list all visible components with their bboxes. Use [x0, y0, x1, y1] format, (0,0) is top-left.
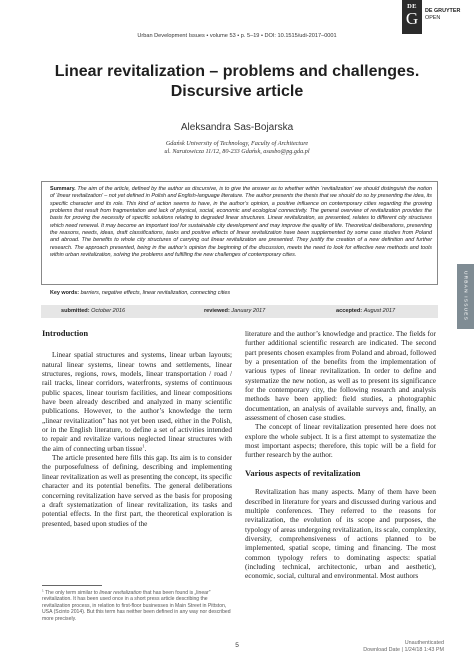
publisher-sub: OPEN [425, 14, 441, 21]
abstract-label: Summary. [50, 186, 76, 192]
accepted-value: August 2017 [363, 308, 396, 314]
article-title [0, 62, 474, 102]
footnote-ref: 1 [142, 443, 145, 449]
intro-p1-end: . [144, 443, 147, 453]
publisher-logo [402, 0, 422, 34]
journal-info: Urban Development Issues • volume 53 • p. 5–19 • DOI: 10.1515/udi-2017–0001 [137, 33, 337, 39]
abstract-text: The aim of the article, defined by the author as discursive, is to give the answer as to whether within ‘revitalization’ we should distinguish the notion of ‘linear revitalization’ – not yet defined in Polish and English-language literature. The author presents the thesis that we should do so by presenting the idea, its specific character and its role. This kind of action seems to have, in the author’s opinion, a positive influence on contemporary cities regarding the growing problems that result from fragmentation and lack of physical, social, economic and ecological connectivity. The general overview of revitalization provides the basis for proving the necessity of specific solutions relating to degraded linear structures. Linear revitalization, as presented, relates to different city structures which need renewal. It may become an important tool for sustainable city development and may improve the quality of life. Theoretical deliberations, presenting the reasons, needs, ideas, draft classifications, tasks and positive effects of linear revitalization have been supplemented by some case studies from Poland and abroad. The benefits to whole city structures of carrying out linear revitalization are presented. They justify the creation of a new definition and further research. The approach presented, being in the author’s opinion the beginning of the discussion, meets the need to look for effective new methods and tools within urban revitalization, solving the problems and fulfilling the new challenges of contemporary cities. [50, 186, 433, 259]
introduction-heading: Introduction [42, 328, 89, 338]
abstract [50, 186, 432, 259]
author-name: Aleksandra Sas-Bojarska [180, 122, 294, 133]
col2-paragraph-2: The concept of linear revitalization presented here does not explore the whole subject. It is a first attempt to systematize the most important aspects; therefore, this topic will be a field for further research by the author. [245, 422, 436, 460]
column-left [42, 329, 232, 528]
accepted-label: accepted: [336, 308, 363, 314]
column-right [245, 329, 436, 581]
download-info [344, 640, 444, 654]
publisher-name [425, 8, 460, 21]
title-line-1: Linear revitalization – problems and challenges. [54, 63, 420, 80]
date-accepted [336, 308, 395, 314]
logo-de: DE [407, 3, 417, 10]
keywords-label: Key words: [50, 290, 80, 296]
submitted-value: October 2016 [91, 308, 126, 314]
date-reviewed [204, 308, 265, 314]
intro-p1-text: Linear spatial structures and systems, linear urban layouts; natural linear systems, linear towns and settlements, linear structures, regions, rows, models, linear transportation / road / rail tracks, linear corridors, waterfronts, systems of continuous public spaces, linear tourism facilities, and linear compositions have been already described and analyzed in many scientific publications. However, to the author’s knowledge the term „linear revitalization” has not yet been used, either in the Polish, or in the English literature, to define a set of activities intended to repair and revitalize various neglected linear structures with the aim of connecting urban tissue [42, 350, 232, 453]
footnote-italic: linear revitalization [99, 590, 142, 596]
side-tab-label: URBAN ISSUES [462, 270, 468, 322]
footnote-text-a: The only term similar to [45, 590, 100, 596]
page-number: 5 [235, 642, 239, 649]
footnote [42, 590, 232, 622]
keywords [50, 290, 432, 296]
intro-paragraph-1 [42, 350, 232, 453]
section-heading-aspects: Various aspects of revitalization [245, 467, 361, 478]
intro-paragraph-2: The article presented here fills this gap. Its aim is to consider the purposefulness of defining, describing and implementing linear revitalization as well as presenting the concept, its specific character and its potential benefits. The general deliberations concerning revitalization have served as the basis for proposing a draft systematization of linear revitalization, its tasks and potential effects. In the first part, the theoretical exploration is presented, based upon studies of the [42, 453, 232, 528]
logo-g: G [405, 9, 419, 28]
col2-paragraph-3: Revitalization has many aspects. Many of them have been described in literature for years and discussed during various and multiple conferences. They referred to the reasons for revitalization, the evolution of its scope and purposes, the typology of areas undergoing revitalization, its scale, complexity, diversity, comprehensiveness of actions planned to be implemented, spatial scope, timing and financing. The most common typology refers to dominating aspects: spatial (including technical, architectonic, urban and aesthetic), economic, social, cultural and environmental. Most authors [245, 487, 436, 581]
keywords-text: barriers, negative effects, linear revitalization, connecting cities [80, 290, 231, 296]
footnote-rule [42, 585, 102, 586]
affiliation-line-1: Gdańsk University of Technology, Faculty of Architecture [165, 140, 309, 147]
reviewed-value: January 2017 [231, 308, 266, 314]
section-side-tab [457, 264, 474, 329]
download-line-1: Unauthenticated [404, 640, 444, 646]
footnote-number: 1 [42, 588, 44, 593]
submitted-label: submitted: [61, 308, 90, 314]
col2-paragraph-1: literature and the author’s knowledge and practice. The fields for further additional scientific research are indicated. The second part presents chosen examples from Poland and abroad, followed by a presentation of the benefits from the implementation of various types of linear revitalization. In order to define and systematize the new notion, as well as to present its significance for the contemporary city, the following research and analysis methods have been applied: field studies, a photographic documentation, an analysis of available surveys and, finally, an assessment of chosen case studies. [245, 329, 436, 423]
footnote-text-b: that has been found is „linear” revitalization. It has been used once in a short press article describing the revitalization process, in relation to first-floor businesses in Main Street in Pittston, USA (Scinto 2014). But this term has neither been defined in any way nor described more precisely. [42, 590, 231, 622]
affiliation-line-2: ul. Narutowicza 11/12, 80-233 Gdańsk, asasbo@pg.gda.pl [164, 148, 310, 155]
affiliation [0, 140, 474, 156]
download-line-2: Download Date | 1/24/18 1:43 PM [363, 647, 444, 653]
date-submitted [61, 308, 125, 314]
title-line-2: Discursive article [170, 83, 304, 100]
reviewed-label: reviewed: [204, 308, 230, 314]
publisher-title: DE GRUYTER [425, 8, 461, 14]
